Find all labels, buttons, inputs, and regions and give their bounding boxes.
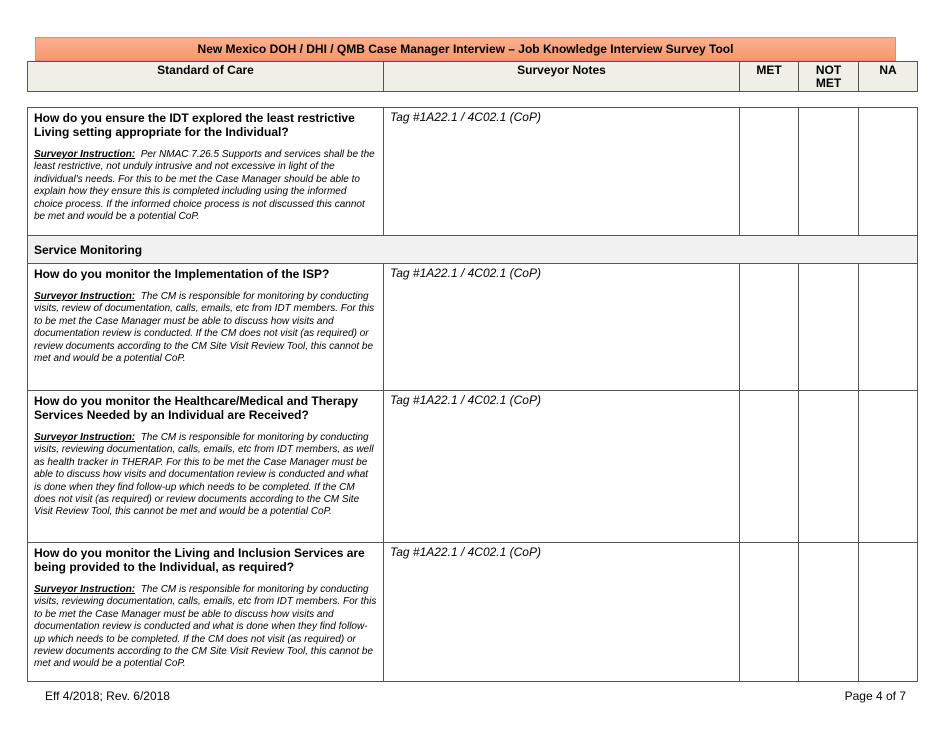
na-cell[interactable]: [859, 543, 918, 682]
not-met-cell[interactable]: [799, 264, 859, 391]
surveyor-instruction: [34, 149, 377, 223]
not-met-cell[interactable]: [799, 543, 859, 682]
question-text: How do you monitor the Healthcare/Medical and Therapy Services Needed by an Individual are Received?: [34, 394, 359, 422]
footer-revision: Eff 4/2018; Rev. 6/2018: [45, 689, 170, 703]
question-text: How do you ensure the IDT explored the least restrictive Living setting appropriate for the Individual?: [34, 111, 355, 139]
document-title-banner: New Mexico DOH / DHI / QMB Case Manager Interview – Job Knowledge Interview Survey Tool: [35, 37, 896, 61]
instruction-text: The CM is responsible for monitoring by conducting visits, reviewing documentation, calls, emails, etc from IDT members. For this to be met the Case Manager must be able to discuss how visits and documentation review is conducted and what is done when they find follow-up which needs to be completed. If the CM does not visit (as required) or review documents according to the CM Site Visit Review Tool, this cannot be met and would be a potential CoP.: [34, 584, 377, 670]
met-cell[interactable]: [740, 543, 799, 682]
instruction-label: Surveyor Instruction:: [34, 149, 136, 160]
tag-reference: Tag #1A22.1 / 4C02.1 (CoP): [390, 110, 541, 124]
surveyor-notes-cell[interactable]: [384, 108, 740, 236]
table-row: [28, 543, 918, 682]
header-standard-of-care: Standard of Care: [28, 62, 384, 92]
question-text: How do you monitor the Implementation of the ISP?: [34, 267, 330, 281]
standard-cell: [28, 391, 384, 543]
surveyor-instruction: [34, 291, 377, 365]
header-not-met-line2: MET: [815, 76, 842, 90]
section-row: [28, 236, 918, 264]
header-table: [27, 61, 918, 92]
survey-table: [27, 107, 918, 682]
met-cell[interactable]: [740, 264, 799, 391]
question-text: How do you monitor the Living and Inclusion Services are being provided to the Individual, as required?: [34, 546, 365, 574]
instruction-label: Surveyor Instruction:: [34, 584, 136, 595]
tag-reference: Tag #1A22.1 / 4C02.1 (CoP): [390, 393, 541, 407]
not-met-cell[interactable]: [799, 108, 859, 236]
standard-cell: [28, 264, 384, 391]
table-row: [28, 264, 918, 391]
na-cell[interactable]: [859, 391, 918, 543]
table-row: [28, 108, 918, 236]
instruction-text: Per NMAC 7.26.5 Supports and services shall be the least restrictive, not unduly intrusive and not excessive in light of the individual's needs. For this to be met the Case Manager should be able to explain how they ensure this is completed including using the informed choice process. If the informed choice process is not discussed this cannot be met and would be a potential CoP.: [34, 149, 375, 223]
header-na: NA: [859, 62, 918, 92]
na-cell[interactable]: [859, 108, 918, 236]
not-met-cell[interactable]: [799, 391, 859, 543]
header-not-met: [799, 62, 859, 92]
instruction-text: The CM is responsible for monitoring by conducting visits, review of documentation, calls, emails, etc from IDT members. For this to be met the Case Manager must be able to discuss how visits and documentation review is conducted. If the CM does not visit (as required) or review documents according to the CM Site Visit Review Tool, this cannot be met and would be a potential CoP.: [34, 291, 375, 365]
instruction-text: The CM is responsible for monitoring by conducting visits, reviewing documentation, calls, emails, etc from IDT members, as well as health tracker in THERAP. For this to be met the Case Manager must be able to discuss how visits and documentation review is conducted and what is done when they find follow-up which needs to be completed. If the CM does not visit (as required) or review documents according to the CM Site Visit Review Tool, this cannot be met and would be a potential CoP.: [34, 432, 374, 518]
header-not-met-line1: NOT: [815, 63, 842, 77]
header-surveyor-notes: Surveyor Notes: [384, 62, 740, 92]
footer-page-number: Page 4 of 7: [844, 689, 906, 703]
table-row: [28, 391, 918, 543]
header-met: MET: [740, 62, 799, 92]
instruction-label: Surveyor Instruction:: [34, 432, 136, 443]
standard-cell: [28, 543, 384, 682]
surveyor-instruction: [34, 432, 377, 519]
surveyor-notes-cell[interactable]: [384, 391, 740, 543]
met-cell[interactable]: [740, 391, 799, 543]
surveyor-notes-cell[interactable]: [384, 264, 740, 391]
na-cell[interactable]: [859, 264, 918, 391]
standard-cell: [28, 108, 384, 236]
surveyor-instruction: [34, 584, 377, 671]
tag-reference: Tag #1A22.1 / 4C02.1 (CoP): [390, 545, 541, 559]
surveyor-notes-cell[interactable]: [384, 543, 740, 682]
met-cell[interactable]: [740, 108, 799, 236]
section-title: Service Monitoring: [28, 236, 918, 264]
instruction-label: Surveyor Instruction:: [34, 291, 136, 302]
tag-reference: Tag #1A22.1 / 4C02.1 (CoP): [390, 266, 541, 280]
